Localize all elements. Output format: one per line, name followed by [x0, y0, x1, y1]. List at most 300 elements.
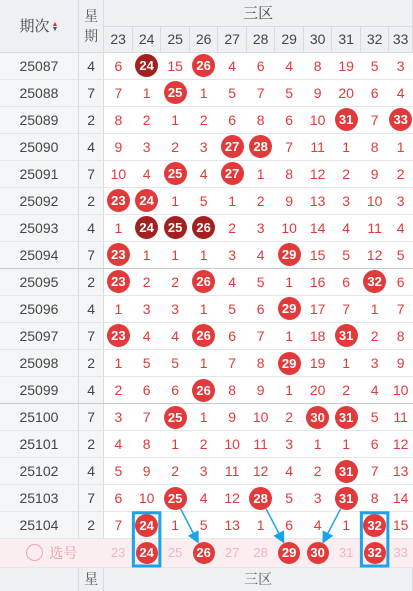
miss-count-cell: 3: [189, 133, 218, 160]
miss-count-cell: 4: [218, 52, 247, 79]
miss-count-cell: 10: [246, 404, 275, 431]
weekday-cell: 7: [78, 160, 103, 187]
number-ball: 24: [136, 542, 158, 564]
miss-count-cell: 6: [389, 268, 413, 295]
miss-count-cell: 4: [275, 458, 304, 485]
miss-count-cell: 3: [389, 187, 413, 214]
period-cell: 25099: [0, 377, 78, 404]
miss-count-cell: 1: [189, 404, 218, 431]
draw-row: [0, 52, 413, 79]
weekday-header: [78, 0, 103, 52]
number-ball: 29: [278, 243, 301, 266]
miss-count-cell: 4: [132, 160, 161, 187]
miss-count-cell: 4: [218, 268, 247, 295]
miss-count-cell: 14: [389, 485, 413, 512]
miss-count-cell: 9: [132, 458, 161, 485]
miss-count-cell: 16: [303, 268, 332, 295]
draw-row: [0, 214, 413, 241]
cell: [189, 52, 218, 79]
miss-count-cell: 1: [132, 241, 161, 268]
number-ball: 26: [192, 324, 215, 347]
miss-count-cell: 12: [218, 485, 247, 512]
number-ball: 31: [335, 460, 358, 483]
miss-count-cell: 3: [360, 350, 389, 377]
pick-cell[interactable]: 23: [104, 539, 133, 567]
number-header: 30: [303, 26, 332, 52]
miss-count-cell: 5: [189, 187, 218, 214]
miss-count-cell: 6: [132, 377, 161, 404]
miss-count-cell: 1: [275, 377, 304, 404]
miss-count-cell: 8: [360, 485, 389, 512]
miss-count-cell: 6: [104, 485, 133, 512]
period-cell: 25102: [0, 458, 78, 485]
cell: [161, 160, 190, 187]
cell: [161, 485, 190, 512]
miss-count-cell: 1: [360, 295, 389, 322]
miss-count-cell: 7: [360, 106, 389, 133]
pick-cell[interactable]: 25: [161, 539, 190, 567]
number-ball: 23: [107, 324, 130, 347]
miss-count-cell: 6: [246, 295, 275, 322]
number-header: 27: [218, 26, 247, 52]
number-ball: 25: [164, 487, 187, 510]
draw-row: [0, 160, 413, 187]
cell: [189, 214, 218, 241]
miss-count-cell: 2: [360, 322, 389, 349]
miss-count-cell: 10: [389, 377, 413, 404]
miss-count-cell: 17: [303, 295, 332, 322]
miss-count-cell: 8: [246, 350, 275, 377]
number-ball: 25: [164, 81, 187, 104]
miss-count-cell: 18: [303, 322, 332, 349]
miss-count-cell: 2: [104, 377, 133, 404]
miss-count-cell: 2: [303, 458, 332, 485]
miss-count-cell: 10: [104, 160, 133, 187]
footer-zone-label: 三区: [104, 567, 413, 591]
miss-count-cell: 7: [389, 295, 413, 322]
miss-count-cell: 6: [275, 512, 304, 539]
cell: [104, 268, 133, 295]
miss-count-cell: 10: [360, 187, 389, 214]
miss-count-cell: 1: [275, 322, 304, 349]
repeat-ball: 24: [135, 54, 158, 77]
number-ball: 26: [192, 54, 215, 77]
miss-count-cell: 1: [189, 241, 218, 268]
number-ball: 29: [278, 542, 300, 564]
footer-weekday-label: 星: [78, 567, 103, 591]
miss-count-cell: 13: [389, 458, 413, 485]
miss-count-cell: 12: [389, 431, 413, 458]
weekday-cell: 7: [78, 485, 103, 512]
miss-count-cell: 2: [246, 187, 275, 214]
miss-count-cell: 4: [189, 485, 218, 512]
miss-count-cell: 7: [132, 404, 161, 431]
miss-count-cell: 5: [132, 350, 161, 377]
pick-radio-icon[interactable]: [26, 544, 43, 561]
weekday-cell: 4: [78, 295, 103, 322]
miss-count-cell: 11: [303, 133, 332, 160]
miss-count-cell: 15: [389, 512, 413, 539]
pick-cell-selected[interactable]: [189, 539, 218, 567]
period-cell: 25093: [0, 214, 78, 241]
miss-count-cell: 5: [218, 295, 247, 322]
miss-count-cell: 9: [303, 79, 332, 106]
miss-count-cell: 1: [161, 106, 190, 133]
miss-count-cell: 9: [246, 377, 275, 404]
period-cell: 25092: [0, 187, 78, 214]
pick-cell[interactable]: 28: [246, 539, 275, 567]
miss-count-cell: 5: [104, 458, 133, 485]
miss-count-cell: 4: [189, 160, 218, 187]
cell: [132, 214, 161, 241]
miss-count-cell: 3: [104, 404, 133, 431]
draw-row: [0, 133, 413, 160]
miss-count-cell: 5: [189, 512, 218, 539]
miss-count-cell: 1: [104, 350, 133, 377]
draw-row: [0, 377, 413, 404]
miss-count-cell: 3: [218, 241, 247, 268]
pick-cell[interactable]: 33: [389, 539, 413, 567]
pick-cell-selected[interactable]: [360, 539, 389, 567]
cell: [246, 485, 275, 512]
number-ball: 31: [335, 406, 358, 429]
cell: [161, 404, 190, 431]
weekday-cell: 2: [78, 431, 103, 458]
miss-count-cell: 2: [189, 106, 218, 133]
miss-count-cell: 2: [332, 377, 361, 404]
weekday-cell: 7: [78, 241, 103, 268]
number-header: 31: [332, 26, 361, 52]
pick-row[interactable]: [0, 539, 413, 567]
miss-count-cell: 9: [104, 133, 133, 160]
number-ball: 23: [107, 243, 130, 266]
miss-count-cell: 2: [161, 268, 190, 295]
miss-count-cell: 11: [218, 458, 247, 485]
draw-row: [0, 295, 413, 322]
miss-count-cell: 6: [275, 106, 304, 133]
draw-row: [0, 241, 413, 268]
miss-count-cell: 2: [389, 160, 413, 187]
miss-count-cell: 6: [218, 106, 247, 133]
weekday-cell: 4: [78, 133, 103, 160]
miss-count-cell: 7: [275, 133, 304, 160]
pick-cell[interactable]: 31: [332, 539, 361, 567]
miss-count-cell: 6: [161, 377, 190, 404]
miss-count-cell: 2: [189, 431, 218, 458]
miss-count-cell: 11: [389, 404, 413, 431]
miss-count-cell: 7: [332, 295, 361, 322]
miss-count-cell: 4: [275, 52, 304, 79]
miss-count-cell: 1: [332, 512, 361, 539]
weekday-cell: 2: [78, 268, 103, 295]
miss-count-cell: 10: [275, 214, 304, 241]
sort-icon[interactable]: ▲ ▼: [51, 21, 59, 34]
miss-count-cell: 1: [161, 187, 190, 214]
number-ball: 28: [249, 487, 272, 510]
miss-count-cell: 4: [132, 322, 161, 349]
number-ball: 29: [278, 297, 301, 320]
miss-count-cell: 8: [360, 133, 389, 160]
cell: [360, 268, 389, 295]
miss-count-cell: 3: [132, 133, 161, 160]
number-ball: 31: [335, 324, 358, 347]
miss-count-cell: 3: [246, 214, 275, 241]
miss-count-cell: 7: [104, 79, 133, 106]
draw-row: [0, 322, 413, 349]
miss-count-cell: 7: [246, 79, 275, 106]
miss-count-cell: 12: [303, 160, 332, 187]
miss-count-cell: 1: [161, 512, 190, 539]
miss-count-cell: 8: [303, 52, 332, 79]
miss-count-cell: 6: [104, 52, 133, 79]
period-header[interactable]: [0, 0, 78, 52]
draw-row: [0, 268, 413, 295]
miss-count-cell: 5: [389, 241, 413, 268]
miss-count-cell: 4: [246, 241, 275, 268]
number-ball: 31: [335, 108, 358, 131]
miss-count-cell: 20: [332, 79, 361, 106]
miss-count-cell: 4: [360, 377, 389, 404]
draw-row: [0, 458, 413, 485]
cell: [189, 322, 218, 349]
number-ball: 23: [107, 189, 130, 212]
miss-count-cell: 15: [303, 241, 332, 268]
miss-count-cell: 7: [218, 350, 247, 377]
cell: [332, 485, 361, 512]
pick-toggle[interactable]: [0, 539, 104, 567]
miss-count-cell: 5: [275, 485, 304, 512]
number-ball: 28: [249, 135, 272, 158]
miss-count-cell: 4: [161, 322, 190, 349]
miss-count-cell: 13: [218, 512, 247, 539]
number-ball: 29: [278, 352, 301, 375]
miss-count-cell: 5: [246, 268, 275, 295]
miss-count-cell: 1: [332, 431, 361, 458]
miss-count-cell: 8: [275, 160, 304, 187]
number-header: 23: [104, 26, 133, 52]
period-cell: 25090: [0, 133, 78, 160]
pick-cell-selected[interactable]: [303, 539, 332, 567]
weekday-cell: 4: [78, 458, 103, 485]
miss-count-cell: 9: [218, 404, 247, 431]
draw-row: [0, 79, 413, 106]
cell: [132, 187, 161, 214]
draw-row: [0, 512, 413, 539]
miss-count-cell: 10: [303, 106, 332, 133]
miss-count-cell: 5: [332, 241, 361, 268]
miss-count-cell: 6: [360, 79, 389, 106]
number-ball: 24: [135, 189, 158, 212]
miss-count-cell: 12: [360, 241, 389, 268]
period-header-label: 期次: [19, 18, 50, 36]
miss-count-cell: 7: [360, 458, 389, 485]
miss-count-cell: 2: [332, 160, 361, 187]
draw-row: [0, 404, 413, 431]
number-ball: 30: [307, 542, 329, 564]
miss-count-cell: 4: [389, 79, 413, 106]
number-ball: 32: [364, 542, 386, 564]
period-cell: 25103: [0, 485, 78, 512]
number-ball: 32: [363, 514, 386, 537]
draw-row: [0, 187, 413, 214]
miss-count-cell: 14: [303, 214, 332, 241]
weekday-cell: 7: [78, 79, 103, 106]
repeat-ball: 26: [192, 216, 215, 239]
miss-count-cell: 5: [360, 52, 389, 79]
miss-count-cell: 5: [360, 404, 389, 431]
cell: [104, 241, 133, 268]
cell: [161, 79, 190, 106]
number-ball: 23: [107, 270, 130, 293]
miss-count-cell: 4: [332, 214, 361, 241]
cell: [332, 404, 361, 431]
number-header: 24: [132, 26, 161, 52]
weekday-header-label: 星期: [84, 7, 99, 44]
pick-cell[interactable]: 27: [218, 539, 247, 567]
miss-count-cell: 1: [161, 431, 190, 458]
cell: [189, 268, 218, 295]
miss-count-cell: 5: [161, 350, 190, 377]
pick-cell-selected[interactable]: [132, 539, 161, 567]
weekday-cell: 7: [78, 322, 103, 349]
number-header: 33: [389, 26, 413, 52]
miss-count-cell: 8: [246, 106, 275, 133]
period-cell: 25104: [0, 512, 78, 539]
period-cell: 25087: [0, 52, 78, 79]
miss-count-cell: 3: [132, 295, 161, 322]
miss-count-cell: 10: [132, 485, 161, 512]
miss-count-cell: 8: [218, 377, 247, 404]
miss-count-cell: 1: [189, 350, 218, 377]
miss-count-cell: 10: [218, 431, 247, 458]
repeat-ball: 24: [135, 216, 158, 239]
cell: [246, 133, 275, 160]
period-cell: 25096: [0, 295, 78, 322]
miss-count-cell: 5: [275, 79, 304, 106]
miss-count-cell: 1: [104, 214, 133, 241]
number-header: 32: [360, 26, 389, 52]
miss-count-cell: 19: [303, 350, 332, 377]
number-ball: 31: [335, 487, 358, 510]
cell: [275, 295, 304, 322]
period-cell: 25100: [0, 404, 78, 431]
miss-count-cell: 20: [303, 377, 332, 404]
cell: [132, 512, 161, 539]
miss-count-cell: 11: [360, 214, 389, 241]
cell: [218, 160, 247, 187]
cell: [132, 52, 161, 79]
number-ball: 26: [193, 542, 215, 564]
weekday-cell: 2: [78, 187, 103, 214]
miss-count-cell: 15: [161, 52, 190, 79]
miss-count-cell: 2: [218, 214, 247, 241]
period-cell: 25089: [0, 106, 78, 133]
weekday-cell: 4: [78, 214, 103, 241]
period-cell: 25101: [0, 431, 78, 458]
miss-count-cell: 3: [303, 485, 332, 512]
repeat-ball: 25: [164, 216, 187, 239]
miss-count-cell: 1: [189, 295, 218, 322]
miss-count-cell: 2: [132, 106, 161, 133]
miss-count-cell: 1: [332, 133, 361, 160]
miss-count-cell: 9: [389, 350, 413, 377]
miss-count-cell: 2: [161, 133, 190, 160]
period-cell: 25098: [0, 350, 78, 377]
miss-count-cell: 3: [332, 187, 361, 214]
number-ball: 24: [135, 514, 158, 537]
number-ball: 27: [221, 162, 244, 185]
miss-count-cell: 8: [389, 322, 413, 349]
weekday-cell: 2: [78, 106, 103, 133]
miss-count-cell: 2: [161, 458, 190, 485]
miss-count-cell: 6: [360, 431, 389, 458]
miss-count-cell: 2: [275, 404, 304, 431]
miss-count-cell: 1: [246, 160, 275, 187]
cell: [303, 404, 332, 431]
miss-count-cell: 12: [246, 458, 275, 485]
miss-count-cell: 1: [275, 268, 304, 295]
number-ball: 32: [363, 270, 386, 293]
miss-count-cell: 6: [218, 322, 247, 349]
cell: [104, 187, 133, 214]
miss-count-cell: 7: [246, 322, 275, 349]
miss-count-cell: 2: [132, 268, 161, 295]
miss-count-cell: 1: [218, 187, 247, 214]
miss-count-cell: 3: [189, 458, 218, 485]
cell: [332, 106, 361, 133]
miss-count-cell: 6: [332, 268, 361, 295]
footer-blank: [0, 567, 78, 591]
miss-count-cell: 9: [275, 187, 304, 214]
cell: [332, 458, 361, 485]
miss-count-cell: 1: [332, 350, 361, 377]
miss-count-cell: 11: [246, 431, 275, 458]
miss-count-cell: 8: [132, 431, 161, 458]
miss-count-cell: 4: [303, 512, 332, 539]
miss-count-cell: 8: [104, 106, 133, 133]
miss-count-cell: 4: [389, 214, 413, 241]
number-header: 29: [275, 26, 304, 52]
cell: [104, 322, 133, 349]
period-cell: 25095: [0, 268, 78, 295]
number-header: 28: [246, 26, 275, 52]
miss-count-cell: 5: [218, 79, 247, 106]
period-cell: 25088: [0, 79, 78, 106]
draw-row: [0, 485, 413, 512]
weekday-cell: 2: [78, 350, 103, 377]
miss-count-cell: 1: [246, 512, 275, 539]
number-header: 25: [161, 26, 190, 52]
cell: [218, 133, 247, 160]
number-ball: 25: [164, 406, 187, 429]
miss-count-cell: 1: [132, 79, 161, 106]
pick-label: 选号: [49, 544, 78, 561]
cell: [161, 214, 190, 241]
draw-row: [0, 106, 413, 133]
cell: [189, 377, 218, 404]
number-ball: 25: [164, 162, 187, 185]
weekday-cell: 7: [78, 404, 103, 431]
miss-count-cell: 1: [389, 133, 413, 160]
period-cell: 25091: [0, 160, 78, 187]
draw-row: [0, 431, 413, 458]
weekday-cell: 4: [78, 377, 103, 404]
cell: [275, 241, 304, 268]
pick-cell-selected[interactable]: [275, 539, 304, 567]
weekday-cell: 4: [78, 52, 103, 79]
period-cell: 25094: [0, 241, 78, 268]
number-ball: 26: [192, 270, 215, 293]
